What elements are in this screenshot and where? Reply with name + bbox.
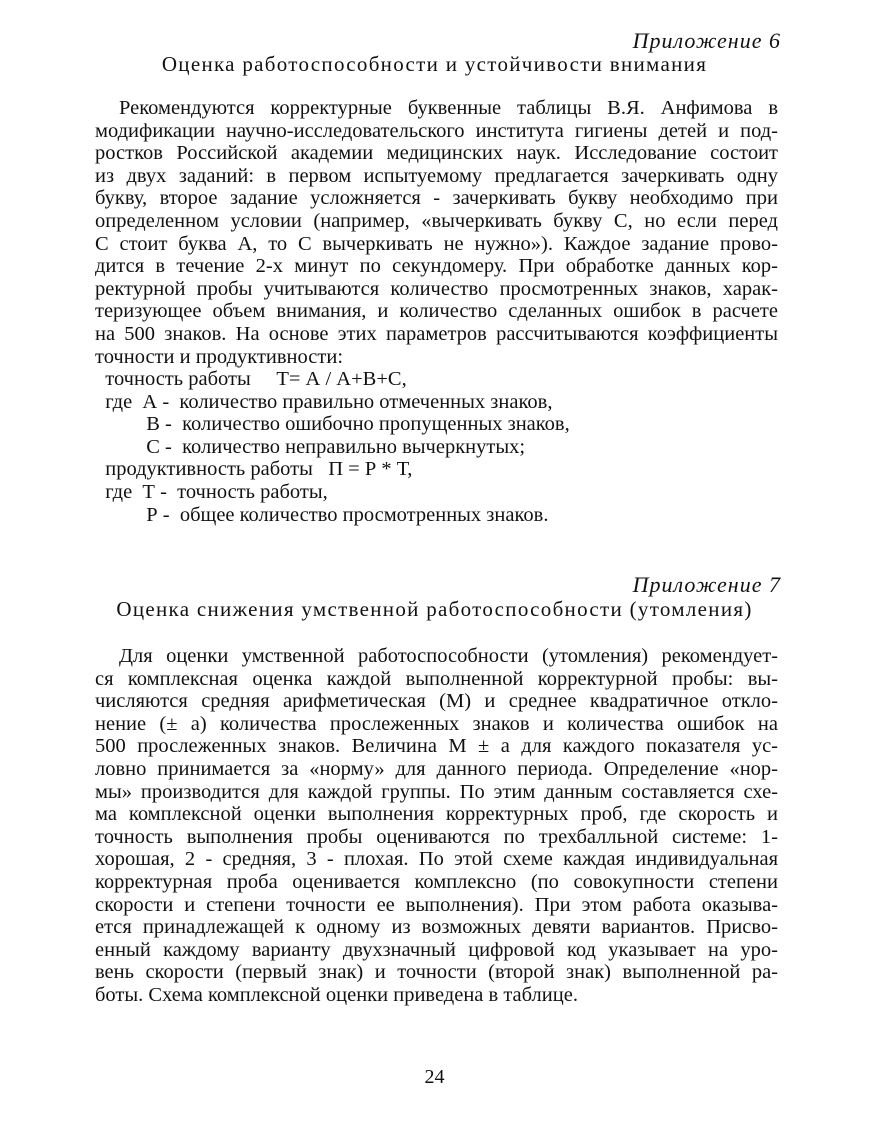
appendix-6-formulas bbox=[95, 368, 778, 526]
page-number: 24 bbox=[424, 1066, 445, 1088]
paragraph-line: букву, второе задание усложняется - зачеркивать букву необходимо при bbox=[95, 187, 778, 210]
paragraph-line: енный каждому варианту двухзначный цифровой код указывает на уро- bbox=[95, 938, 778, 961]
paragraph-line: хорошая, 2 - средняя, 3 - плохая. По этой схеме каждая индивидуальная bbox=[95, 848, 778, 871]
formula-line: В - количество ошибочно пропущенных знаков, bbox=[95, 413, 570, 436]
paragraph-line: дится в течение 2-х минут по секундомеру. При обработке данных кор- bbox=[95, 255, 778, 278]
paragraph-line: С стоит буква А, то С вычеркивать не нужно»). Каждое задание прово- bbox=[95, 232, 778, 255]
appendix-7-title: Оценка снижения умственной работоспособности (утомления) bbox=[116, 597, 753, 621]
paragraph-line: точности и продуктивности: bbox=[95, 345, 344, 368]
formula-line: продуктивность работы П = Р * Т, bbox=[95, 458, 413, 481]
paragraph-line: определенном условии (например, «вычеркивать букву С, но если перед bbox=[95, 209, 778, 232]
formula-line: точность работы Т= А / А+В+С, bbox=[95, 368, 407, 390]
paragraph-line: ректурной пробы учитываются количество просмотренных знаков, харак- bbox=[95, 277, 778, 300]
paragraph-line: ловно принимается за «норму» для данного периода. Определение «нор- bbox=[95, 757, 778, 780]
formula-line: Р - общее количество просмотренных знаков. bbox=[95, 503, 549, 526]
paragraph-line: числяются средняя арифметическая (М) и среднее квадратичное откло- bbox=[95, 690, 778, 713]
appendix-6-label: Приложение 6 bbox=[632, 28, 781, 53]
paragraph-line: ся комплексная оценка каждой выполненной корректурной пробы: вы- bbox=[95, 667, 778, 690]
appendix-6-title: Оценка работоспособности и устойчивости внимания bbox=[161, 52, 708, 76]
paragraph-line: на 500 знаков. На основе этих параметров рассчитываются коэффициенты bbox=[95, 322, 778, 345]
paragraph-line: ется принадлежащей к одному из возможных девяти вариантов. Присво- bbox=[95, 916, 778, 939]
appendix-7-label: Приложение 7 bbox=[632, 572, 781, 597]
paragraph-line: 500 прослеженных знаков. Величина М ± а для каждого показателя ус- bbox=[95, 735, 778, 758]
paragraph-line: теризующее объем внимания, и количество сделанных ошибок в расчете bbox=[95, 300, 778, 323]
paragraph-line: скорости и степени точности ее выполнения). При этом работа оказыва- bbox=[95, 893, 778, 916]
appendix-7-paragraph bbox=[95, 645, 778, 1007]
paragraph-line: из двух заданий: в первом испытуемому предлагается зачеркивать одну bbox=[95, 164, 778, 187]
paragraph-line: мы» производится для каждой группы. По этим данным составляется схе- bbox=[95, 780, 778, 803]
formula-line: С - количество неправильно вычеркнутых; bbox=[95, 435, 526, 458]
paragraph-line: корректурная проба оценивается комплексно (по совокупности степени bbox=[95, 870, 778, 893]
paragraph-line: Для оценки умственной работоспособности (утомления) рекомендует- bbox=[119, 645, 778, 667]
paragraph-line: боты. Схема комплексной оценки приведена в таблице. bbox=[95, 983, 578, 1006]
paragraph-line: точность выполнения пробы оцениваются по трехбалльной системе: 1- bbox=[95, 825, 778, 848]
paragraph-line: ростков Российской академии медицинских наук. Исследование состоит bbox=[95, 142, 778, 165]
formula-line: где А - количество правильно отмеченных знаков, bbox=[95, 390, 553, 413]
paragraph-line: модификации научно-исследовательского института гигиены детей и под- bbox=[95, 119, 778, 142]
paragraph-line: ма комплексной оценки выполнения корректурных проб, где скорость и bbox=[95, 803, 778, 826]
appendix-6-paragraph bbox=[95, 97, 778, 368]
paragraph-line: вень скорости (первый знак) и точности (второй знак) выполненной ра- bbox=[95, 961, 778, 984]
paragraph-line: нение (± а) количества прослеженных знаков и количества ошибок на bbox=[95, 712, 778, 735]
paragraph-line: Рекомендуются корректурные буквенные таблицы В.Я. Анфимова в bbox=[119, 97, 778, 119]
formula-line: где Т - точность работы, bbox=[95, 480, 328, 503]
